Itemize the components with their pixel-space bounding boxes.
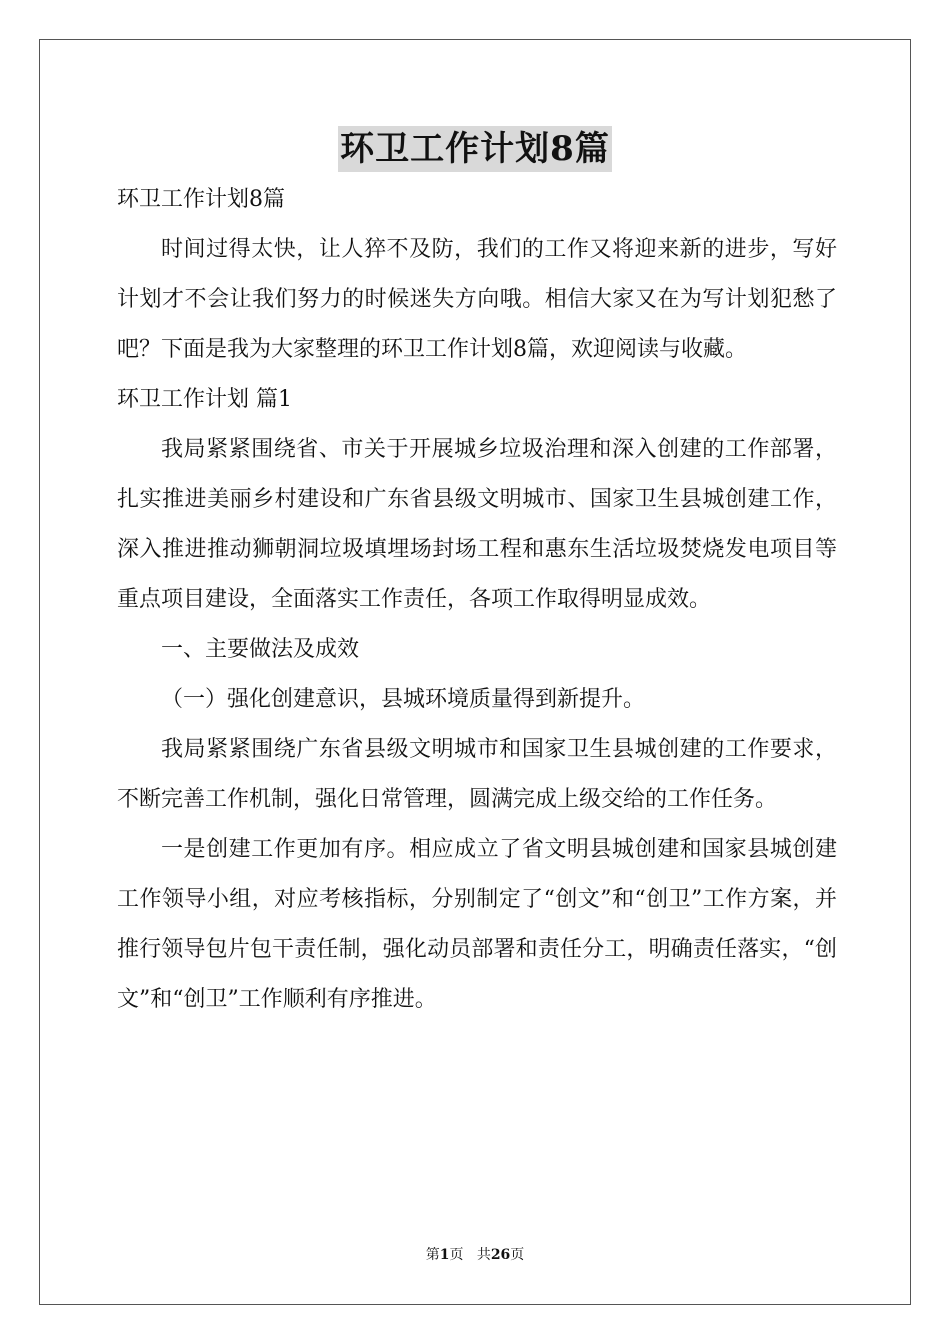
- total-suffix: 页: [510, 1247, 525, 1263]
- subheading-point-one: （一）强化创建意识，县城环境质量得到新提升。: [161, 687, 646, 712]
- title-area: [0, 126, 950, 172]
- document-body: [117, 175, 837, 1025]
- section-heading: 环卫工作计划 篇1: [117, 387, 292, 412]
- total-pages: 26: [490, 1247, 511, 1263]
- subheading-main-practices: 一、主要做法及成效: [161, 637, 360, 662]
- page-number: 1: [439, 1247, 450, 1263]
- body-paragraph: 我局紧紧围绕省、市关于开展城乡垃圾治理和深入创建的工作部署，扎实推进美丽乡村建设和广东省县级文明城市、国家卫生县城创建工作，深入推进推动狮朝洞垃圾填埋场封场工程和惠东生活垃圾焚烧发电项目等重点项目建设，全面落实工作责任，各项工作取得明显成效。: [117, 437, 837, 612]
- page-suffix: 页: [449, 1247, 464, 1263]
- total-prefix: 共: [476, 1247, 491, 1263]
- document-title: 环卫工作计划8篇: [338, 126, 612, 172]
- intro-paragraph: 时间过得太快，让人猝不及防，我们的工作又将迎来新的进步，写好计划才不会让我们努力的时候迷失方向哦。相信大家又在为写计划犯愁了吧？下面是我为大家整理的环卫工作计划8篇，欢迎阅读与收藏。: [117, 237, 837, 362]
- page-footer: [0, 1244, 950, 1264]
- subtitle-line: 环卫工作计划8篇: [117, 187, 285, 212]
- body-paragraph: 我局紧紧围绕广东省县级文明城市和国家卫生县城创建的工作要求，不断完善工作机制，强化日常管理，圆满完成上级交给的工作任务。: [117, 737, 837, 812]
- body-paragraph: 一是创建工作更加有序。相应成立了省文明县城创建和国家县城创建工作领导小组，对应考核指标，分别制定了“创文”和“创卫”工作方案，并推行领导包片包干责任制，强化动员部署和责任分工，明确责任落实，“创文”和“创卫”工作顺利有序推进。: [117, 837, 837, 1012]
- page-prefix: 第: [425, 1247, 440, 1263]
